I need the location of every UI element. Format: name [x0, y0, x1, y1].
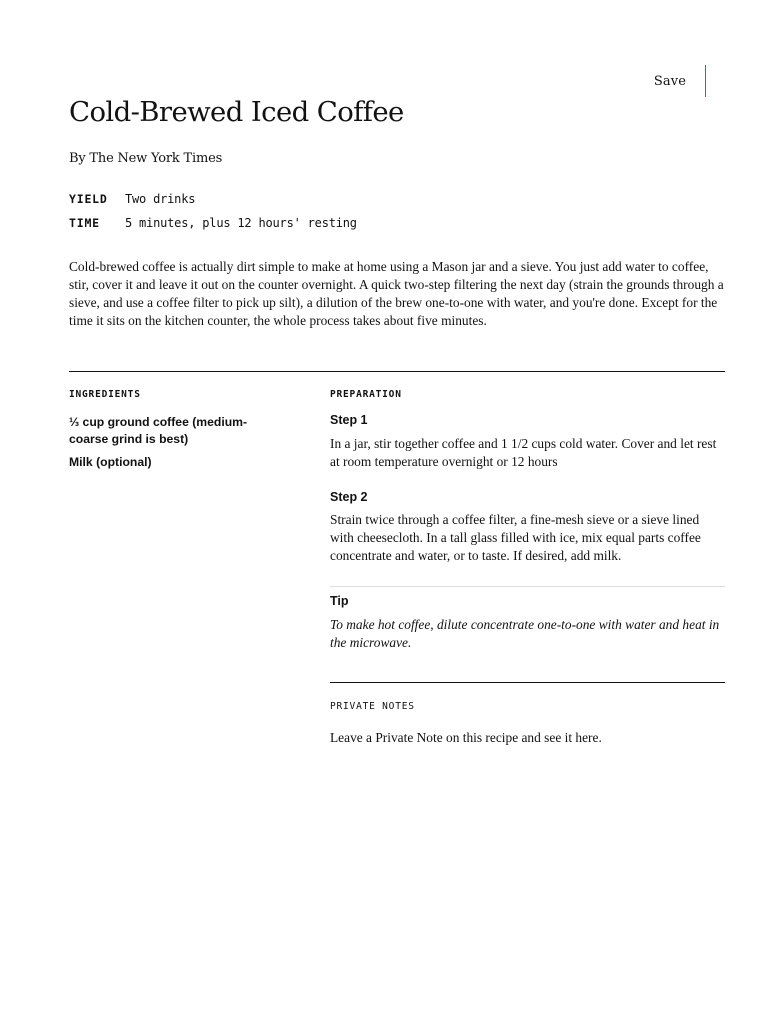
section-divider [69, 371, 725, 372]
recipe-byline: By The New York Times [69, 151, 223, 166]
step-2-title: Step 2 [330, 490, 368, 504]
time-row [69, 216, 357, 230]
ingredients-list [69, 414, 274, 477]
save-divider [705, 65, 706, 97]
private-note-prompt[interactable]: Leave a Private Note on this recipe and see it here. [330, 730, 602, 745]
save-button[interactable]: Save [653, 73, 686, 89]
tip-title: Tip [330, 594, 349, 608]
yield-value: Two drinks [125, 192, 196, 206]
step-2-text: Strain twice through a coffee filter, a fine-mesh sieve or a sieve lined with cheesecloth. In a tall glass filled with ice, mix equal parts coffee concentrate and water, or to taste. If desired, add milk. [330, 512, 701, 563]
preparation-heading: PREPARATION [330, 389, 402, 400]
step-1-title: Step 1 [330, 413, 368, 427]
step-1-text: In a jar, stir together coffee and 1 1/2 cups cold water. Cover and let rest at room temperature overnight or 12 hours [330, 436, 717, 469]
time-value: 5 minutes, plus 12 hours' resting [125, 216, 357, 230]
ingredient-item: ⅓ cup ground coffee (medium-coarse grind is best) [69, 415, 248, 446]
save-area [654, 64, 706, 98]
recipe-title: Cold-Brewed Iced Coffee [69, 96, 404, 128]
ingredient-item: Milk (optional) [69, 455, 152, 469]
recipe-description: Cold-brewed coffee is actually dirt simple to make at home using a Mason jar and a sieve. You just add water to coffee, stir, cover it and leave it out on the counter overnight. A quick two-step filtering the next day (strain the grounds through a sieve, and use a coffee filter to pick up silt), a dilution of the brew one-to-one with water, and you're done. Except for the time it sits on the kitchen counter, the whole process takes about five minutes. [69, 259, 724, 328]
notes-divider [330, 682, 725, 683]
yield-label: YIELD [69, 192, 108, 206]
ingredients-heading: INGREDIENTS [69, 389, 141, 400]
yield-row [69, 192, 195, 206]
private-notes-heading: PRIVATE NOTES [330, 701, 415, 712]
tip-text: To make hot coffee, dilute concentrate one-to-one with water and heat in the microwave. [330, 617, 720, 650]
time-label: TIME [69, 216, 100, 230]
tip-divider [330, 586, 725, 587]
